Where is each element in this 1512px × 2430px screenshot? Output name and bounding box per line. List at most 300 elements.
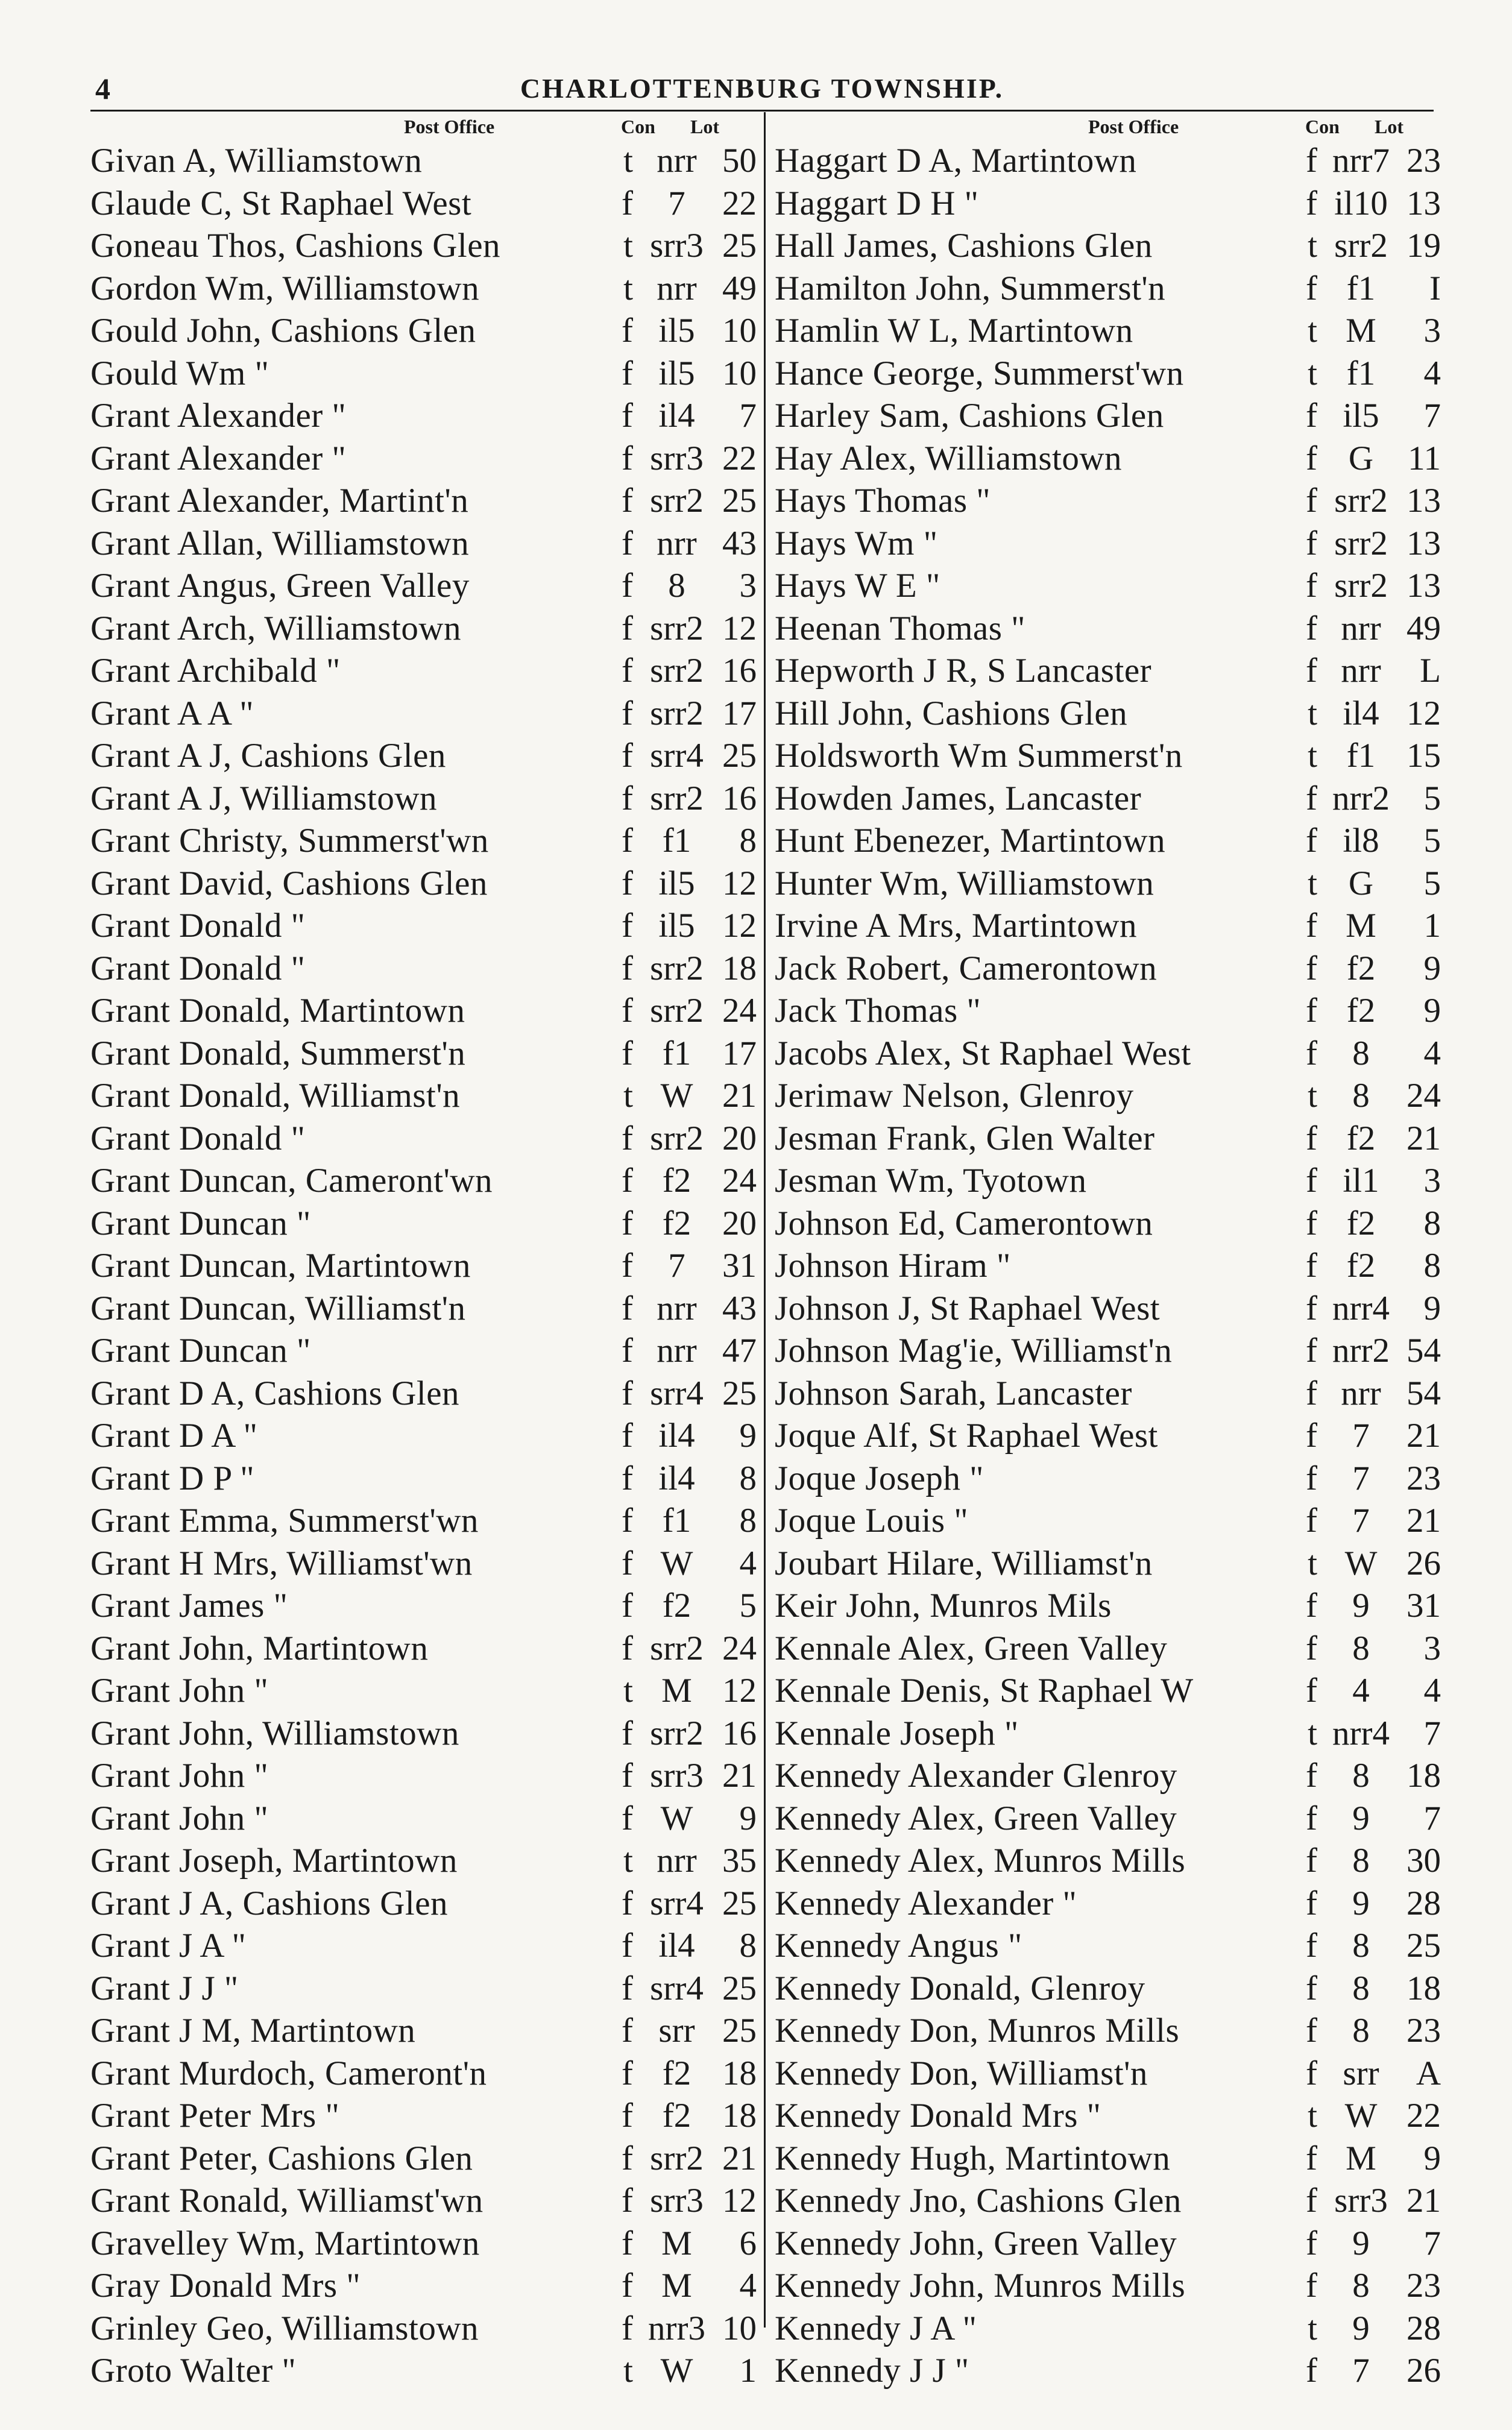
entry-lot: 9 — [1423, 2139, 1441, 2177]
entry-con: srr2 — [1334, 567, 1388, 605]
post-office-heading: Post Office — [404, 116, 495, 137]
entry-name: Howden James, Lancaster — [775, 779, 1142, 817]
entry-lot: 5 — [739, 1587, 757, 1625]
entry-tenure: f — [622, 184, 633, 222]
entry-lot: 49 — [722, 269, 757, 307]
entry-name: Grant A J, Williamstown — [90, 779, 437, 817]
entry-lot: A — [1416, 2054, 1441, 2092]
entry-lot: 21 — [1406, 1417, 1441, 1455]
entry-con: srr3 — [650, 227, 704, 265]
entry-tenure: f — [622, 2012, 633, 2050]
directory-entry — [775, 1628, 1441, 1670]
entry-tenure: f — [1306, 184, 1317, 222]
entry-lot: 25 — [722, 1969, 757, 2007]
entry-lot: 9 — [739, 1799, 757, 1837]
entry-lot: 20 — [722, 1119, 757, 1157]
entry-tenure: f — [622, 1034, 633, 1072]
entry-tenure: f — [1306, 2139, 1317, 2177]
entry-lot: 25 — [722, 737, 757, 775]
entry-name: Grant D A, Cashions Glen — [90, 1374, 460, 1412]
entry-tenure: f — [622, 567, 633, 605]
entry-name: Joubart Hilare, Williamst'n — [775, 1544, 1153, 1582]
directory-entry — [775, 225, 1441, 268]
entry-tenure: f — [622, 1247, 633, 1285]
entry-tenure: f — [1306, 1969, 1317, 2007]
left-column — [90, 112, 757, 2393]
entry-con: 9 — [1352, 1587, 1370, 1625]
entry-con: 9 — [1352, 1799, 1370, 1837]
directory-entry — [775, 1500, 1441, 1543]
entry-con: W — [660, 1077, 693, 1115]
entry-con: nrr — [1341, 1374, 1381, 1412]
entry-name: Harley Sam, Cashions Glen — [775, 397, 1164, 435]
entry-name: Irvine A Mrs, Martintown — [775, 907, 1137, 945]
entry-lot: 26 — [1406, 1544, 1441, 1582]
entry-con: 7 — [668, 184, 685, 222]
entry-tenure: f — [1306, 482, 1317, 520]
entry-name: Grant Emma, Summerst'wn — [90, 1502, 479, 1540]
entry-tenure: f — [1306, 1417, 1317, 1455]
entry-lot: 15 — [1406, 737, 1441, 775]
entry-con: il4 — [1343, 694, 1379, 732]
directory-entry — [90, 650, 757, 693]
entry-con: M — [1346, 907, 1376, 945]
entry-tenure: f — [1306, 2352, 1317, 2390]
entry-tenure: t — [623, 227, 633, 265]
entry-name: Jack Thomas " — [775, 992, 981, 1030]
entry-con: 8 — [1352, 2267, 1370, 2305]
entry-con: il5 — [658, 864, 695, 902]
entry-name: Grant Donald, Williamst'n — [90, 1077, 461, 1115]
entry-lot: 8 — [739, 822, 757, 860]
directory-entry — [775, 1245, 1441, 1288]
entry-name: Kennedy Jno, Cashions Glen — [775, 2182, 1182, 2220]
directory-entry — [90, 693, 757, 735]
page-number: 4 — [95, 72, 110, 105]
directory-entry — [90, 480, 757, 523]
directory-entry — [90, 905, 757, 948]
entry-con: f2 — [1346, 1204, 1376, 1242]
entry-name: Haggart D A, Martintown — [775, 142, 1137, 180]
entry-name: Grant John, Martintown — [90, 1629, 429, 1667]
directory-entry — [90, 1288, 757, 1330]
entry-name: Grant J A, Cashions Glen — [90, 1884, 449, 1922]
entry-tenure: f — [1306, 2224, 1317, 2262]
entry-lot: 17 — [722, 694, 757, 732]
entry-tenure: f — [622, 2267, 633, 2305]
entry-tenure: f — [1306, 2012, 1317, 2050]
entry-tenure: f — [622, 1374, 633, 1412]
entry-tenure: t — [623, 2352, 633, 2390]
entry-name: Grant John " — [90, 1757, 269, 1795]
entry-lot: 9 — [1423, 1289, 1441, 1327]
entry-con: il4 — [658, 1927, 695, 1965]
entry-name: Kennedy J J " — [775, 2352, 969, 2390]
directory-entry — [90, 1628, 757, 1670]
entry-con: M — [661, 2267, 692, 2305]
directory-entry — [775, 1670, 1441, 1713]
entry-con: srr4 — [650, 737, 704, 775]
entry-tenure: f — [1306, 1034, 1317, 1072]
directory-entry — [90, 2138, 757, 2180]
entry-lot: 9 — [739, 1417, 757, 1455]
entry-tenure: f — [622, 1502, 633, 1540]
entry-con: 7 — [1352, 1502, 1370, 1540]
entry-tenure: t — [1308, 694, 1317, 732]
entry-lot: 18 — [722, 2097, 757, 2135]
entry-lot: 12 — [722, 609, 757, 647]
directory-entry — [90, 2180, 757, 2223]
entry-con: 7 — [668, 1247, 685, 1285]
directory-entry — [775, 1075, 1441, 1118]
entry-name: Grant Angus, Green Valley — [90, 567, 470, 605]
entry-tenure: f — [1306, 439, 1317, 477]
entry-name: Jesman Frank, Glen Walter — [775, 1119, 1155, 1157]
entry-tenure: f — [622, 524, 633, 562]
directory-entry — [775, 140, 1441, 183]
entry-con: 7 — [1352, 2352, 1370, 2390]
entry-lot: 24 — [722, 1162, 757, 1200]
entry-tenure: f — [622, 1332, 633, 1370]
entry-tenure: f — [622, 439, 633, 477]
directory-entry — [775, 1415, 1441, 1458]
directory-entry — [90, 1968, 757, 2010]
entry-lot: 4 — [739, 2267, 757, 2305]
entry-con: f2 — [662, 2097, 691, 2135]
directory-entry — [90, 1415, 757, 1458]
entry-con: srr — [658, 2012, 695, 2050]
entry-con: srr3 — [650, 2182, 704, 2220]
entry-con: nrr4 — [1332, 1714, 1390, 1752]
entry-name: Gould John, Cashions Glen — [90, 312, 476, 350]
entry-con: il4 — [658, 1417, 695, 1455]
entry-lot: 17 — [722, 1034, 757, 1072]
entry-tenure: f — [622, 864, 633, 902]
entry-tenure: f — [1306, 822, 1317, 860]
entry-con: srr2 — [650, 949, 704, 987]
lot-heading: Lot — [690, 116, 719, 137]
entry-lot: 10 — [722, 2309, 757, 2347]
entry-con: srr2 — [650, 482, 704, 520]
entry-tenure: f — [622, 397, 633, 435]
entry-name: Gordon Wm, Williamstown — [90, 269, 480, 307]
entry-lot: 26 — [1406, 2352, 1441, 2390]
entry-tenure: f — [622, 2054, 633, 2092]
entry-con: f2 — [662, 1587, 691, 1625]
entry-lot: 20 — [722, 1204, 757, 1242]
entry-con: 8 — [1352, 1629, 1370, 1667]
entry-con: G — [1348, 864, 1374, 902]
directory-entry — [90, 1203, 757, 1245]
entry-lot: 21 — [1406, 2182, 1441, 2220]
right-column — [775, 112, 1441, 2393]
entry-lot: 31 — [1406, 1587, 1441, 1625]
post-office-heading: Post Office — [1088, 116, 1179, 137]
entry-tenure: f — [622, 822, 633, 860]
entry-con: f2 — [662, 2054, 691, 2092]
entry-name: Kennedy Donald, Glenroy — [775, 1969, 1145, 2007]
entry-name: Grant Alexander, Martint'n — [90, 482, 469, 520]
directory-entry — [90, 523, 757, 565]
entry-name: Grant Peter, Cashions Glen — [90, 2139, 473, 2177]
entry-lot: 23 — [1406, 2267, 1441, 2305]
directory-entry — [90, 310, 757, 353]
entry-name: Hamlin W L, Martintown — [775, 312, 1133, 350]
entry-con: M — [1346, 2139, 1376, 2177]
directory-entry — [775, 1033, 1441, 1075]
entry-con: 8 — [1352, 1757, 1370, 1795]
entry-tenure: f — [622, 737, 633, 775]
entry-con: srr2 — [1334, 227, 1388, 265]
entry-con: 8 — [1352, 2012, 1370, 2050]
entry-tenure: f — [1306, 949, 1317, 987]
directory-entry — [775, 2350, 1441, 2393]
entry-con: f1 — [1346, 354, 1376, 392]
entry-name: Kennedy Don, Williamst'n — [775, 2054, 1148, 2092]
directory-entry — [90, 1245, 757, 1288]
entry-con: nrr2 — [1332, 779, 1390, 817]
entry-con: f2 — [1346, 949, 1376, 987]
right-column-head — [775, 112, 1441, 140]
directory-entry — [775, 1925, 1441, 1968]
entry-tenure: f — [1306, 1842, 1317, 1880]
directory-entry — [90, 268, 757, 310]
entry-lot: 21 — [1406, 1119, 1441, 1157]
entry-con: srr3 — [650, 439, 704, 477]
directory-entry — [90, 353, 757, 395]
entry-lot: 7 — [739, 397, 757, 435]
entry-con: f2 — [1346, 992, 1376, 1030]
directory-entry — [775, 1160, 1441, 1203]
entry-tenure: f — [1306, 2182, 1317, 2220]
directory-entry — [775, 1798, 1441, 1840]
entry-tenure: f — [622, 1884, 633, 1922]
entry-con: nrr — [657, 1332, 697, 1370]
entry-con: nrr — [657, 142, 697, 180]
entry-tenure: t — [1308, 864, 1317, 902]
entry-tenure: f — [622, 652, 633, 690]
entry-lot: 8 — [739, 1927, 757, 1965]
entry-con: W — [660, 2352, 693, 2390]
entry-name: Grant John, Williamstown — [90, 1714, 459, 1752]
entry-con: nrr — [657, 1289, 697, 1327]
entry-tenure: f — [1306, 1629, 1317, 1667]
entry-name: Johnson Hiram " — [775, 1247, 1011, 1285]
entry-lot: 43 — [722, 1289, 757, 1327]
entry-tenure: f — [1306, 269, 1317, 307]
entry-lot: 13 — [1406, 482, 1441, 520]
entry-lot: 31 — [722, 1247, 757, 1285]
entry-name: Jesman Wm, Tyotown — [775, 1162, 1087, 1200]
entry-lot: 16 — [722, 1714, 757, 1752]
directory-entry — [775, 2180, 1441, 2223]
entry-name: Hill John, Cashions Glen — [775, 694, 1128, 732]
entry-con: srr2 — [650, 1714, 704, 1752]
entry-lot: 13 — [1406, 567, 1441, 605]
entry-lot: 5 — [1423, 822, 1441, 860]
directory-entry — [775, 1543, 1441, 1585]
entry-tenure: f — [1306, 2267, 1317, 2305]
column-divider — [764, 112, 766, 2328]
entry-lot: 25 — [1406, 1927, 1441, 1965]
entry-lot: 10 — [722, 354, 757, 392]
directory-entry — [90, 1160, 757, 1203]
entry-lot: 18 — [722, 2054, 757, 2092]
entry-tenure: f — [622, 1204, 633, 1242]
entry-con: nrr4 — [1332, 1289, 1390, 1327]
entry-con: M — [661, 1672, 692, 1710]
entry-tenure: f — [622, 2309, 633, 2347]
entry-lot: 8 — [1423, 1204, 1441, 1242]
entry-name: Heenan Thomas " — [775, 609, 1025, 647]
entry-tenure: t — [1308, 227, 1317, 265]
entry-name: Grant John " — [90, 1799, 269, 1837]
directory-entry — [90, 1798, 757, 1840]
directory-entry — [90, 820, 757, 863]
entry-name: Hance George, Summerst'wn — [775, 354, 1184, 392]
entry-name: Grant Arch, Williamstown — [90, 609, 461, 647]
entry-name: Grant Duncan, Martintown — [90, 1247, 471, 1285]
entry-tenure: f — [622, 2182, 633, 2220]
entry-name: Hunt Ebenezer, Martintown — [775, 822, 1166, 860]
directory-entry — [90, 778, 757, 820]
entry-con: 7 — [1352, 1417, 1370, 1455]
entry-name: Johnson Sarah, Lancaster — [775, 1374, 1132, 1412]
directory-entry — [90, 1755, 757, 1798]
entry-con: il4 — [658, 1459, 695, 1497]
entry-name: Grant Duncan " — [90, 1332, 311, 1370]
entry-con: f2 — [1346, 1247, 1376, 1285]
directory-entry — [90, 1543, 757, 1585]
entry-tenure: f — [622, 949, 633, 987]
entry-lot: 12 — [722, 2182, 757, 2220]
entry-lot: 23 — [1406, 1459, 1441, 1497]
entry-tenure: f — [1306, 2054, 1317, 2092]
entry-tenure: f — [1306, 1799, 1317, 1837]
directory-entry — [775, 1713, 1441, 1755]
entry-tenure: f — [1306, 1289, 1317, 1327]
entry-name: Joque Alf, St Raphael West — [775, 1417, 1158, 1455]
entry-tenure: t — [1308, 1714, 1317, 1752]
entry-tenure: f — [1306, 397, 1317, 435]
entry-name: Kennedy Don, Munros Mills — [775, 2012, 1180, 2050]
entry-lot: 3 — [1423, 1629, 1441, 1667]
entry-lot: 21 — [722, 1757, 757, 1795]
directory-entry — [775, 353, 1441, 395]
entry-lot: 30 — [1406, 1842, 1441, 1880]
entry-name: Grant D P " — [90, 1459, 255, 1497]
entry-lot: 24 — [1406, 1077, 1441, 1115]
entry-con: srr — [1343, 2054, 1379, 2092]
directory-columns — [90, 112, 1441, 2390]
directory-entry — [775, 778, 1441, 820]
entry-tenure: f — [1306, 1927, 1317, 1965]
header-rule — [90, 110, 1434, 112]
directory-entry — [775, 565, 1441, 608]
entry-con: srr2 — [1334, 482, 1388, 520]
directory-entry — [775, 2053, 1441, 2095]
entry-name: Holdsworth Wm Summerst'n — [775, 737, 1183, 775]
entry-lot: 7 — [1423, 1714, 1441, 1752]
entry-con: il5 — [658, 354, 695, 392]
entry-lot: 16 — [722, 779, 757, 817]
entry-name: Grant Joseph, Martintown — [90, 1842, 458, 1880]
entry-con: srr4 — [650, 1884, 704, 1922]
entry-con: 7 — [1352, 1459, 1370, 1497]
entry-lot: 12 — [1406, 694, 1441, 732]
entry-tenure: f — [1306, 1332, 1317, 1370]
directory-entry — [90, 1670, 757, 1713]
directory-entry — [775, 523, 1441, 565]
directory-entry — [90, 438, 757, 480]
entry-lot: 50 — [722, 142, 757, 180]
entry-tenure: t — [1308, 737, 1317, 775]
left-entries — [90, 140, 757, 2393]
directory-entry — [90, 2265, 757, 2308]
entry-con: srr3 — [1334, 2182, 1388, 2220]
directory-entry — [90, 1458, 757, 1500]
entry-con: srr2 — [650, 779, 704, 817]
directory-entry — [90, 2350, 757, 2393]
directory-entry — [90, 1840, 757, 1883]
directory-entry — [775, 693, 1441, 735]
directory-entry — [775, 820, 1441, 863]
directory-entry — [775, 1288, 1441, 1330]
directory-entry — [90, 948, 757, 990]
con-heading: Con — [621, 116, 655, 137]
entry-lot: 3 — [1423, 1162, 1441, 1200]
entry-lot: 10 — [722, 312, 757, 350]
entry-tenure: f — [622, 1629, 633, 1667]
entry-tenure: t — [1308, 354, 1317, 392]
entry-name: Grant Archibald " — [90, 652, 341, 690]
directory-entry — [90, 863, 757, 905]
entry-con: il10 — [1334, 184, 1388, 222]
directory-entry — [775, 948, 1441, 990]
entry-con: M — [1346, 312, 1376, 350]
entry-lot: 8 — [739, 1502, 757, 1540]
entry-tenure: f — [622, 1969, 633, 2007]
directory-entry — [90, 1883, 757, 1925]
directory-entry — [775, 1373, 1441, 1415]
directory-entry — [775, 480, 1441, 523]
entry-name: Jerimaw Nelson, Glenroy — [775, 1077, 1134, 1115]
entry-name: Gould Wm " — [90, 354, 269, 392]
entry-con: srr2 — [650, 1119, 704, 1157]
entry-con: f1 — [662, 822, 691, 860]
left-column-head — [90, 112, 757, 140]
entry-tenure: t — [1308, 312, 1317, 350]
entry-lot: 28 — [1406, 1884, 1441, 1922]
entry-name: Keir John, Munros Mils — [775, 1587, 1112, 1625]
directory-entry — [775, 1840, 1441, 1883]
entry-con: nrr7 — [1332, 142, 1390, 180]
entry-lot: 24 — [722, 992, 757, 1030]
entry-tenure: f — [622, 354, 633, 392]
entry-con: nrr2 — [1332, 1332, 1390, 1370]
entry-con: nrr — [657, 269, 697, 307]
entry-name: Grinley Geo, Williamstown — [90, 2309, 479, 2347]
entry-tenure: t — [623, 1672, 633, 1710]
entry-name: Grant J A " — [90, 1927, 247, 1965]
lot-heading: Lot — [1375, 116, 1403, 137]
entry-lot: 25 — [722, 482, 757, 520]
entry-name: Hays Wm " — [775, 524, 938, 562]
entry-tenure: t — [1308, 2309, 1317, 2347]
entry-tenure: f — [1306, 779, 1317, 817]
entry-name: Joque Joseph " — [775, 1459, 984, 1497]
entry-name: Grant Alexander " — [90, 397, 347, 435]
